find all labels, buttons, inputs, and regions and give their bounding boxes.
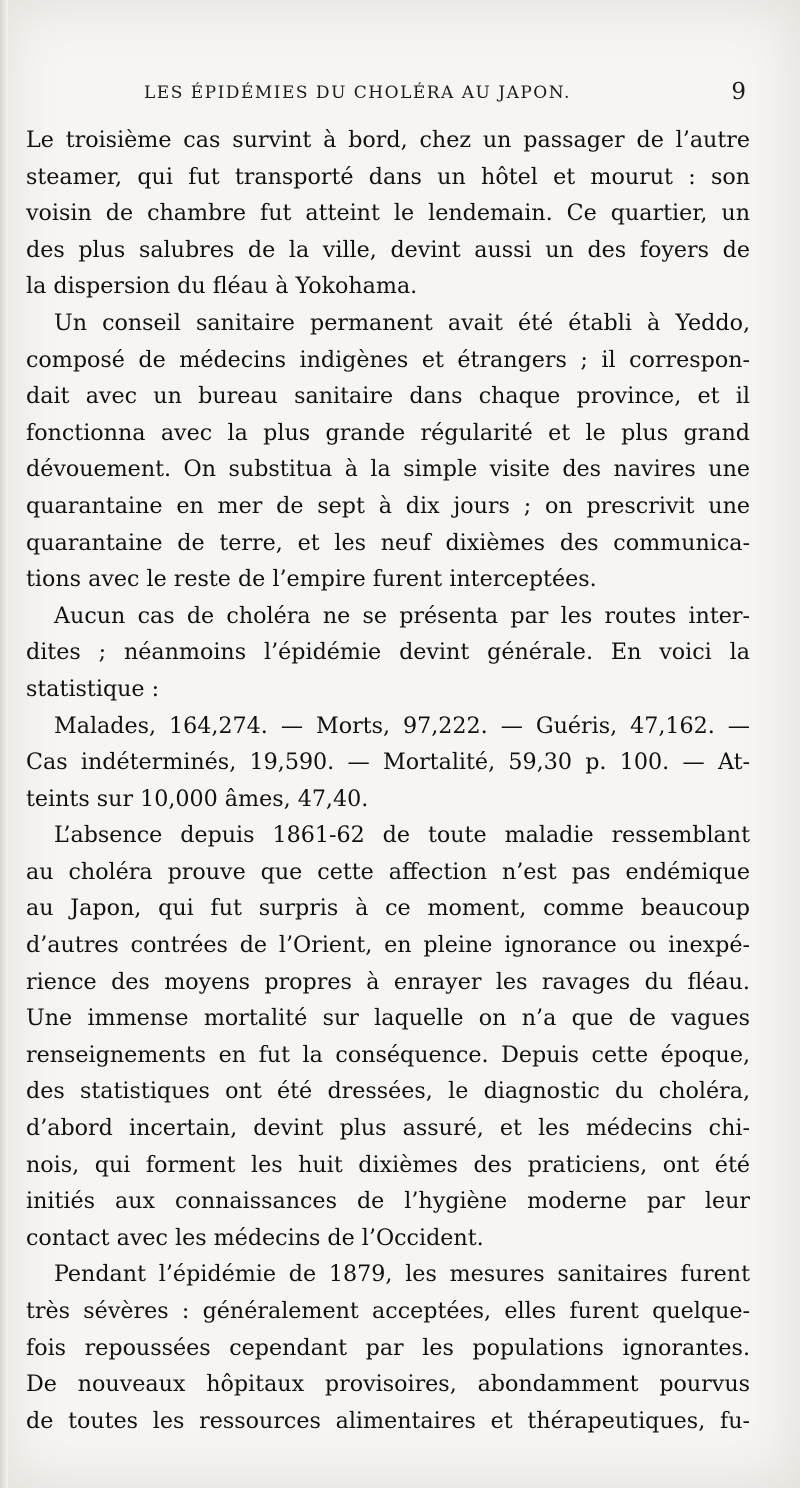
text-line: des statistiques ont été dressées, le diagnostic du choléra, <box>26 1078 750 1105</box>
page-header <box>24 79 746 109</box>
text-line: d’abord incertain, devint plus assuré, et les médecins chi- <box>26 1115 750 1142</box>
text-line: au Japon, qui fut surpris à ce moment, comme beaucoup <box>26 895 750 922</box>
text-line: Pendant l’épidémie de 1879, les mesures sanitaires furent <box>54 1261 750 1288</box>
text-line: quarantaine en mer de sept à dix jours ; on prescrivit une <box>26 492 750 519</box>
text-line: dait avec un bureau sanitaire dans chaque province, et il <box>26 383 750 410</box>
text-line: la dispersion du fléau à Yokohama. <box>26 273 418 300</box>
statistics-line: teints sur 10,000 âmes, 47,40. <box>26 785 369 812</box>
text-line: initiés aux connaissances de l’hygiène moderne par leur <box>26 1188 750 1215</box>
text-line: De nouveaux hôpitaux provisoires, abondamment pourvus <box>26 1371 750 1398</box>
text-line: Aucun cas de choléra ne se présenta par les routes inter- <box>54 602 750 629</box>
text-line: très sévères : généralement acceptées, elles furent quelque- <box>26 1298 750 1324</box>
text-line: nois, qui forment les huit dixièmes des praticiens, ont été <box>26 1151 750 1178</box>
statistics-line: Cas indéterminés, 19,590. — Mortalité, 59,30 p. 100. — At- <box>26 749 750 776</box>
text-line: steamer, qui fut transporté dans un hôtel et mourut : son <box>26 163 750 190</box>
running-title: LES ÉPIDÉMIES DU CHOLÉRA AU JAPON. <box>144 83 571 103</box>
text-line: d’autres contrées de l’Orient, en pleine ignorance ou inexpé- <box>26 932 750 959</box>
body-text <box>26 122 750 1439</box>
statistics-line: Malades, 164,274. — Morts, 97,222. — Guéris, 47,162. — <box>54 712 750 739</box>
text-line: dites ; néanmoins l’épidémie devint générale. En voici la <box>26 639 750 666</box>
text-line: quarantaine de terre, et les neuf dixièmes des communica- <box>26 529 750 556</box>
text-line: contact avec les médecins de l’Occident. <box>26 1224 484 1251</box>
text-line: tions avec le reste de l’empire furent interceptées. <box>26 566 597 593</box>
text-line: au choléra prouve que cette affection n’est pas endémique <box>26 858 750 885</box>
page-number: 9 <box>731 79 746 105</box>
text-line: Un conseil sanitaire permanent avait été établi à Yeddo, <box>54 309 750 336</box>
text-line: composé de médecins indigènes et étrangers ; il correspon- <box>26 346 750 373</box>
text-line: Une immense mortalité sur laquelle on n’a que de vagues <box>26 1005 750 1032</box>
text-line: renseignements en fut la conséquence. Depuis cette époque, <box>26 1041 750 1068</box>
page-edge-shadow <box>0 0 8 1488</box>
text-line: voisin de chambre fut atteint le lendemain. Ce quartier, un <box>26 200 750 227</box>
text-line: dévouement. On substitua à la simple visite des navires une <box>26 456 750 483</box>
text-line: fois repoussées cependant par les populations ignorantes. <box>26 1334 750 1361</box>
text-line: Le troisième cas survint à bord, chez un passager de l’autre <box>26 127 750 153</box>
text-line: de toutes les ressources alimentaires et thérapeutiques, fu- <box>26 1407 750 1434</box>
text-line: statistique : <box>26 675 160 702</box>
text-line: des plus salubres de la ville, devint aussi un des foyers de <box>26 236 750 263</box>
text-line: fonctionna avec la plus grande régularité et le plus grand <box>26 419 750 446</box>
text-line: L’absence depuis 1861-62 de toute maladie ressemblant <box>54 822 750 849</box>
text-line: rience des moyens propres à enrayer les ravages du fléau. <box>26 968 750 995</box>
